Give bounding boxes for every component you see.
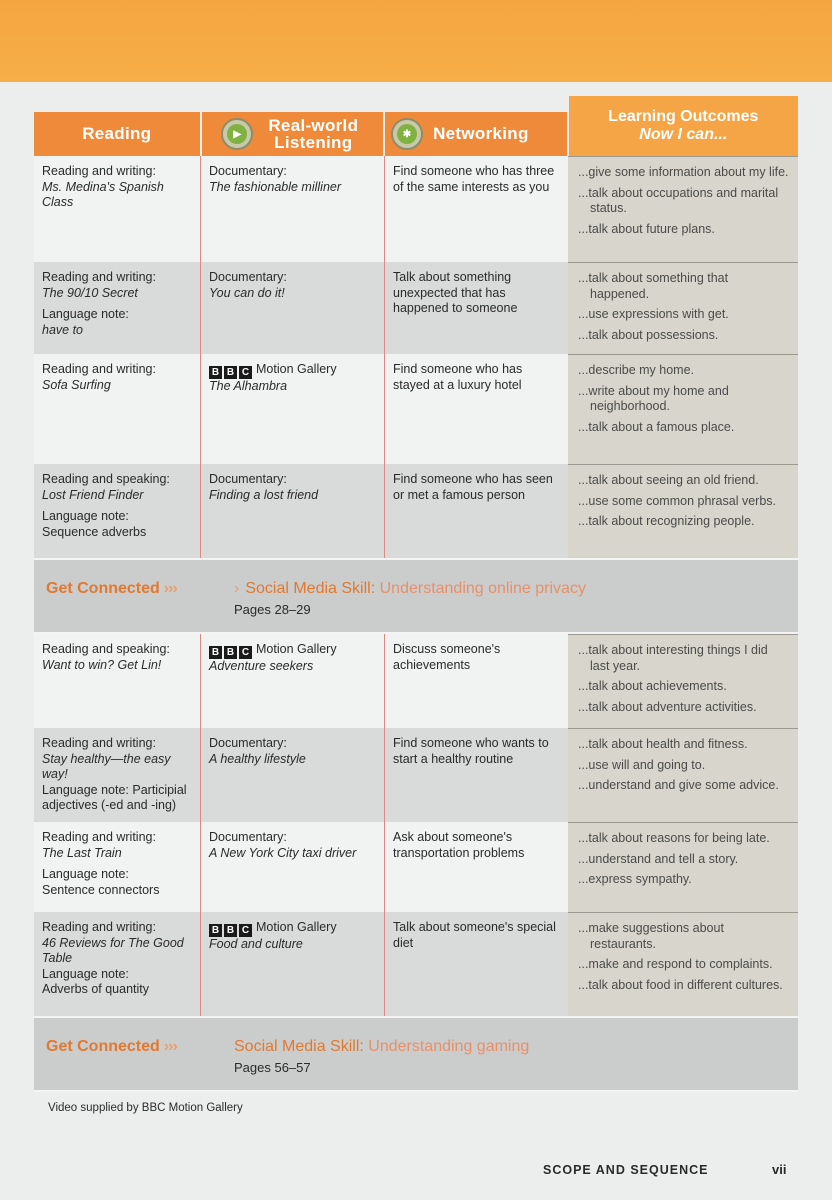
outcome-item: ...use expressions with get. [578,307,729,321]
language-note-label: Language note: [42,509,129,523]
outcome-item: ...talk about food in different cultures. [578,977,783,992]
reading-label: Reading and writing: [42,830,156,844]
social-media-skill-label: Social Media Skill: [234,1038,364,1055]
play-icon: ▶ [221,118,253,150]
header-outcomes-subtitle: Now I can... [639,126,728,143]
outcome-item: ...make and respond to complaints. [578,957,773,971]
networking-text: Talk about something unexpected that has happened to someone [393,270,518,315]
outcome-item: ...talk about possessions. [578,327,719,342]
language-note: have to [42,322,84,337]
header-networking-label: Networking [433,124,529,143]
outcome-item: ...talk about reasons for being late. [578,831,770,845]
listening-label: Motion Gallery [256,642,337,656]
reading-title: Ms. Medina's Spanish Class [42,179,164,209]
language-note-label: Language note: [42,966,129,981]
header-reading: Reading [34,112,200,156]
header-networking [385,112,567,156]
listening-label: Documentary: [209,270,287,284]
scope-sequence-table [34,96,798,1092]
outcome-item: ...make suggestions about restaurants. [578,921,724,951]
outcome-item: ...talk about recognizing people. [578,514,755,528]
listening-label: Documentary: [209,164,287,178]
language-note: Sentence connectors [42,882,160,897]
band-pages: Pages 56–57 [234,1060,311,1075]
get-connected-label: Get Connected [46,580,160,597]
language-note-label: Language note: Participial [42,782,187,797]
reading-label: Reading and speaking: [42,642,170,656]
footer-section-title: SCOPE AND SEQUENCE [543,1163,709,1177]
table-row [34,262,798,354]
outcome-item: ...talk about health and fitness. [578,737,748,751]
social-media-skill-label: Social Media Skill: [245,580,376,597]
networking-text: Find someone who has stayed at a luxury hotel [393,362,523,392]
reading-title: The Last Train [42,845,122,860]
listening-title: The fashionable milliner [209,179,342,194]
listening-label: Motion Gallery [256,920,337,934]
reading-label: Reading and writing: [42,270,156,284]
language-note: Sequence adverbs [42,524,147,539]
outcome-item: ...talk about something that happened. [578,271,729,301]
table-row [34,156,798,262]
outcome-item: ...talk about adventure activities. [578,699,757,714]
outcome-item: ...talk about achievements. [578,679,727,693]
outcome-item: ...talk about occupations and marital status. [578,185,779,215]
outcome-item: ...express sympathy. [578,872,692,886]
table-row [34,728,798,822]
outcome-item: ...describe my home. [578,363,695,377]
header-listening-label: Real-world Listening [268,116,359,152]
reading-title: Sofa Surfing [42,377,111,392]
arrows-icon: ››› [163,580,177,597]
networking-text: Discuss someone's achievements [393,642,501,672]
band-pages: Pages 28–29 [234,602,311,617]
listening-label: Documentary: [209,830,287,844]
header-listening [202,112,384,156]
listening-title: Finding a lost friend [209,487,319,502]
reading-label: Reading and speaking: [42,472,170,486]
table-row [34,634,798,728]
reading-title: 46 Reviews for The Good Table [42,935,184,965]
outcome-item: ...understand and give some advice. [578,778,779,792]
outcome-item: ...talk about interesting things I did last year. [578,643,768,673]
networking-text: Find someone who has three of the same interests as you [393,164,555,194]
listening-title: The Alhambra [209,379,288,394]
outcome-item: ...understand and tell a story. [578,851,739,866]
chevron-icon: › [234,580,240,597]
social-media-skill: Understanding online privacy [379,580,586,597]
listening-title: You can do it! [209,285,285,300]
outcome-item: ...use will and going to. [578,757,706,772]
page-top-orange-bar [0,0,832,82]
bbc-logo-icon: B B C [209,366,252,379]
networking-text: Find someone who has seen or met a famous person [393,472,553,502]
reading-title: Want to win? Get Lin! [42,657,162,672]
get-connected-label: Get Connected [46,1038,160,1055]
listening-label: Motion Gallery [256,362,337,376]
arrows-icon: ››› [163,1038,177,1055]
language-note-label: Language note: [42,867,129,881]
table-row [34,912,798,1016]
table-header [34,96,798,156]
listening-title: A New York City taxi driver [209,845,357,860]
header-outcomes-title: Learning Outcomes [608,108,759,125]
bbc-logo-icon: B B C [209,646,252,659]
listening-title: A healthy lifestyle [209,751,306,766]
reading-label: Reading and writing: [42,164,156,178]
networking-text: Find someone who wants to start a healthy routine [393,736,549,766]
listening-label: Documentary: [209,472,287,486]
listening-label: Documentary: [209,736,287,750]
get-connected-band [34,558,798,634]
networking-text: Talk about someone's special diet [393,920,556,950]
outcome-item: ...give some information about my life. [578,165,789,179]
table-row [34,464,798,558]
networking-text: Ask about someone's transportation problems [393,830,525,860]
reading-label: Reading and writing: [42,362,156,376]
reading-label: Reading and writing: [42,920,156,934]
reading-label: Reading and writing: [42,736,156,750]
get-connected-band [34,1016,798,1092]
outcome-item: ...use some common phrasal verbs. [578,493,776,508]
page-number: vii [772,1162,787,1177]
reading-title: Lost Friend Finder [42,487,144,502]
outcome-item: ...talk about a famous place. [578,419,735,434]
reading-title: Stay healthy—the easy way! [42,751,171,781]
listening-title: Food and culture [209,937,303,952]
network-icon: ✱ [391,118,423,150]
reading-title: The 90/10 Secret [42,285,138,300]
header-outcomes [569,96,798,156]
language-note: Adverbs of quantity [42,982,150,996]
bbc-logo-icon: B B C [209,924,252,937]
outcome-item: ...talk about future plans. [578,221,715,236]
table-row [34,822,798,912]
language-note: adjectives (-ed and -ing) [42,798,177,812]
table-row [34,354,798,464]
social-media-skill: Understanding gaming [368,1038,530,1055]
language-note-label: Language note: [42,307,129,321]
outcome-item: ...talk about seeing an old friend. [578,473,759,487]
listening-title: Adventure seekers [209,659,314,674]
outcome-item: ...write about my home and neighborhood. [578,383,729,413]
footnote: Video supplied by BBC Motion Gallery [48,1102,243,1114]
